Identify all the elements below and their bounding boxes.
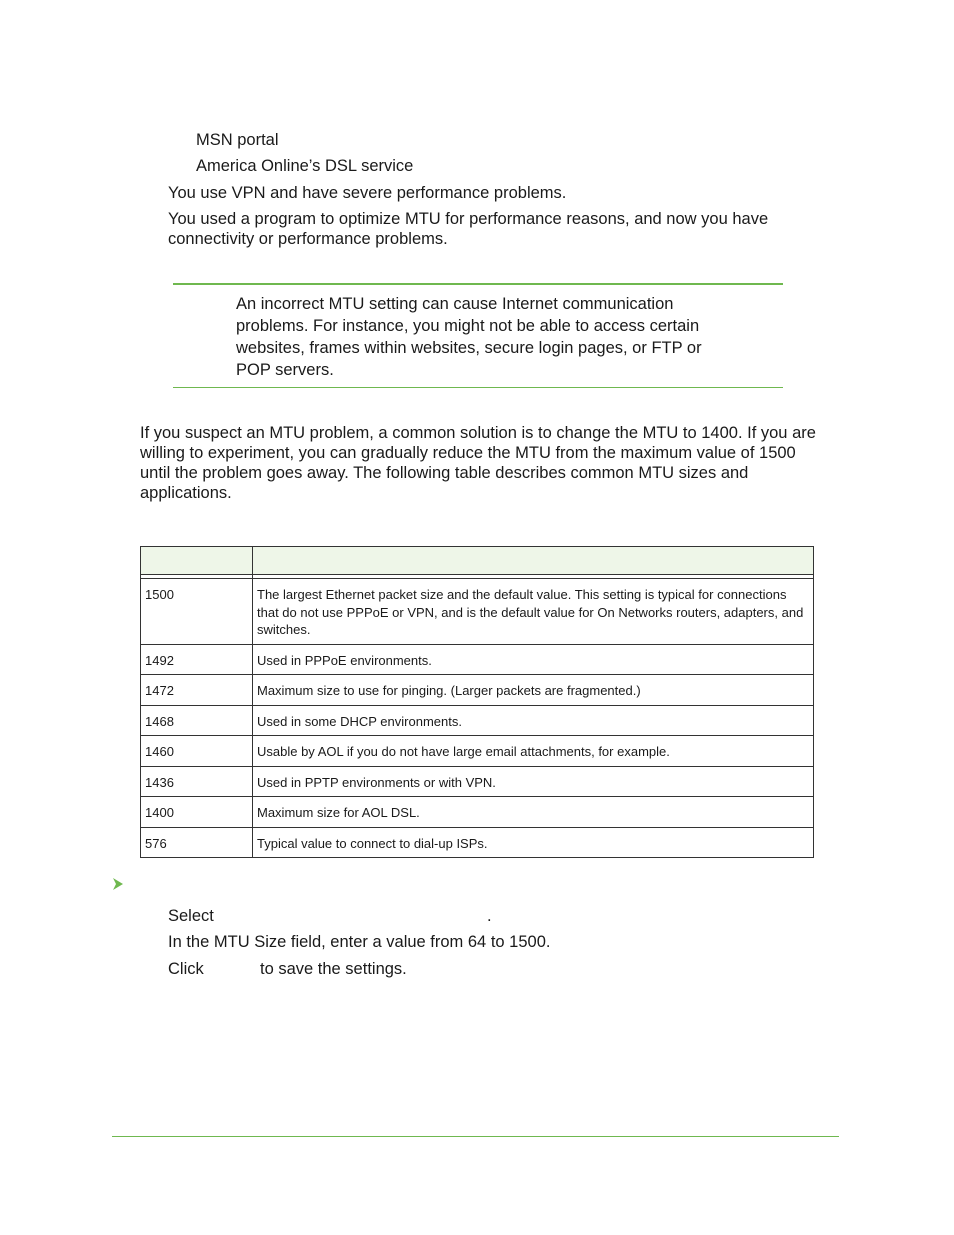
step1-period: .: [487, 907, 492, 925]
table-header-size: [141, 547, 253, 575]
bullet-mtu-program-line1: You used a program to optimize MTU for performance reasons, and now you have: [168, 210, 769, 228]
table-row: [141, 736, 814, 767]
intro-line: If you suspect an MTU problem, a common solution is to change the MTU to 1400. If you are: [140, 424, 816, 442]
mtu-size-cell: 1468: [141, 705, 253, 736]
mtu-application-cell: Usable by AOL if you do not have large email attachments, for example.: [253, 736, 814, 767]
note-bottom-rule: [173, 387, 783, 388]
note-line: An incorrect MTU setting can cause Internet communication: [236, 295, 674, 313]
table-row: [141, 766, 814, 797]
bullet-mtu-program-line2: connectivity or performance problems.: [168, 230, 448, 248]
step3-label: Click: [168, 960, 204, 978]
mtu-size-cell: 1500: [141, 579, 253, 645]
step3-text: to save the settings.: [260, 960, 407, 978]
mtu-size-table: [140, 546, 814, 858]
table-row: [141, 675, 814, 706]
mtu-application-cell: Maximum size to use for pinging. (Larger packets are fragmented.): [253, 675, 814, 706]
mtu-application-cell: Used in some DHCP environments.: [253, 705, 814, 736]
bullet-vpn: You use VPN and have severe performance problems.: [168, 184, 567, 202]
note-line: websites, frames within websites, secure login pages, or FTP or: [236, 339, 702, 357]
note-line: POP servers.: [236, 361, 334, 379]
mtu-application-cell: Maximum size for AOL DSL.: [253, 797, 814, 828]
mtu-size-cell: 1492: [141, 644, 253, 675]
note-top-rule: [173, 283, 783, 285]
footer-rule: [112, 1136, 839, 1137]
mtu-application-cell: The largest Ethernet packet size and the default value. This setting is typical for connections that do not use PPPoE or VPN, and is the default value for On Networks routers, adapters, and switches.: [253, 579, 814, 645]
mtu-application-cell: Used in PPPoE environments.: [253, 644, 814, 675]
table-row: [141, 827, 814, 858]
table-row: [141, 705, 814, 736]
step2-text: In the MTU Size field, enter a value from 64 to 1500.: [168, 933, 551, 951]
table-row: [141, 579, 814, 645]
table-header-row: [141, 547, 814, 575]
note-line: problems. For instance, you might not be able to access certain: [236, 317, 700, 335]
mtu-size-cell: 1400: [141, 797, 253, 828]
note-text: [236, 293, 736, 381]
mtu-size-cell: 576: [141, 827, 253, 858]
mtu-application-cell: Typical value to connect to dial-up ISPs.: [253, 827, 814, 858]
intro-line: willing to experiment, you can gradually reduce the MTU from the maximum value of 1500: [140, 444, 796, 462]
intro-line: applications.: [140, 484, 232, 502]
intro-line: until the problem goes away. The following table describes common MTU sizes and: [140, 464, 749, 482]
table-row: [141, 797, 814, 828]
sub-bullet-aol: America Online’s DSL service: [196, 157, 414, 175]
step1-label: Select: [168, 907, 214, 925]
mtu-size-cell: 1436: [141, 766, 253, 797]
table-row: [141, 644, 814, 675]
mtu-size-cell: 1472: [141, 675, 253, 706]
mtu-size-cell: 1460: [141, 736, 253, 767]
sub-bullet-msn: MSN portal: [196, 131, 279, 149]
arrow-right-icon: [112, 877, 124, 891]
mtu-application-cell: Used in PPTP environments or with VPN.: [253, 766, 814, 797]
table-header-application: [253, 547, 814, 575]
